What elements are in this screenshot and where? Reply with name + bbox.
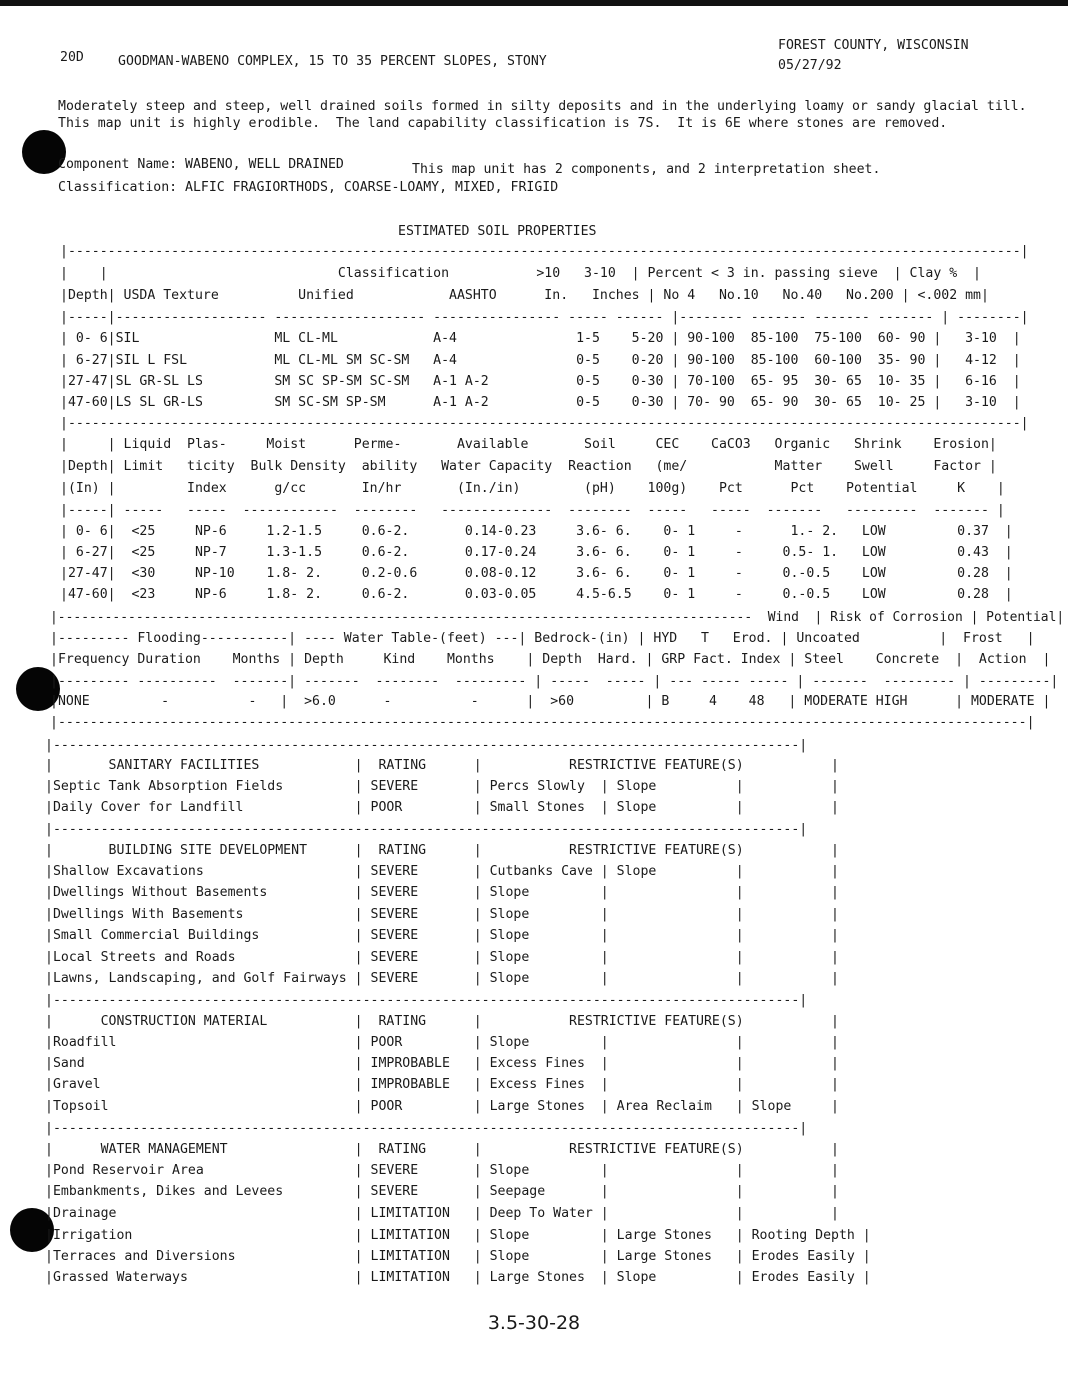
table-line: |Shallow Excavations | SEVERE | Cutbanks Cave | Slope | | <box>45 864 839 879</box>
table-line: | | Classification >10 3-10 | Percent < 3 in. passing sieve | Clay % | <box>60 266 981 281</box>
table-line: |Terraces and Diversions | LIMITATION | Slope | Large Stones | Erodes Easily | <box>45 1249 871 1264</box>
description-line-1: Moderately steep and steep, well drained soils formed in silty deposits and in the underlying loamy or sandy glacial till. <box>58 99 1027 114</box>
table-line: |Grassed Waterways | LIMITATION | Large Stones | Slope | Erodes Easily | <box>45 1270 871 1285</box>
table-line: |Irrigation | LIMITATION | Slope | Large Stones | Rooting Depth | <box>45 1228 871 1243</box>
table-line: |Drainage | LIMITATION | Deep To Water | | | <box>45 1206 839 1221</box>
table-line: | 6-27| <25 NP-7 1.3-1.5 0.6-2. 0.17-0.24 3.6- 6. 0- 1 - 0.5- 1. LOW 0.43 | <box>60 545 1013 560</box>
table-line: |--------------------------------------------------------------------------------------------------------------------------| <box>50 715 1035 730</box>
table-line: | 0- 6|SIL ML CL-ML A-4 1-5 5-20 | 90-100 85-100 75-100 60- 90 | 3-10 | <box>60 331 1021 346</box>
table-line: |Small Commercial Buildings | SEVERE | Slope | | | <box>45 928 839 943</box>
table-line: |Daily Cover for Landfill | POOR | Small Stones | Slope | | <box>45 800 839 815</box>
table-line: |-----|------------------- ------------------- ---------------- ----- ------ |-------- ------- ------- ------- | --------| <box>60 310 1029 325</box>
table-line: |----------------------------------------------------------------------------------------------| <box>45 1121 808 1136</box>
table-line: |Septic Tank Absorption Fields | SEVERE | Percs Slowly | Slope | | <box>45 779 839 794</box>
date: 05/27/92 <box>778 58 842 73</box>
table-line: | BUILDING SITE DEVELOPMENT | RATING | RESTRICTIVE FEATURE(S) | <box>45 843 839 858</box>
table-line: |Dwellings With Basements | SEVERE | Slope | | | <box>45 907 839 922</box>
table-line: |Pond Reservoir Area | SEVERE | Slope | | | <box>45 1163 839 1178</box>
table-line: |----------------------------------------------------------------------------------------- Wind | Risk of Corrosion | Potential| <box>50 610 1065 625</box>
county: FOREST COUNTY, WISCONSIN <box>778 38 969 53</box>
table-line: | CONSTRUCTION MATERIAL | RATING | RESTRICTIVE FEATURE(S) | <box>45 1014 839 1029</box>
map-symbol: 20D <box>60 50 84 65</box>
scan-top-border <box>0 0 1068 6</box>
table-line: |Embankments, Dikes and Levees | SEVERE | Seepage | | | <box>45 1184 839 1199</box>
table-line: |27-47|SL GR-SL LS SM SC SP-SM SC-SM A-1 A-2 0-5 0-30 | 70-100 65- 95 30- 65 10- 35 | 6-16 | <box>60 374 1021 389</box>
table-line: |Depth| Limit ticity Bulk Density ability Water Capacity Reaction (me/ Matter Swell Factor | <box>60 459 997 474</box>
map-unit-name: GOODMAN-WABENO COMPLEX, 15 TO 35 PERCENT SLOPES, STONY <box>118 54 547 69</box>
table-line: |Topsoil | POOR | Large Stones | Area Reclaim | Slope | <box>45 1099 839 1114</box>
table-line: |47-60|LS SL GR-LS SM SC-SM SP-SM A-1 A-2 0-5 0-30 | 70- 90 65- 90 30- 65 10- 25 | 3-10 | <box>60 395 1021 410</box>
section-title: ESTIMATED SOIL PROPERTIES <box>398 224 597 239</box>
page-number: 3.5-30-28 <box>487 1312 581 1334</box>
table-line: |Depth| USDA Texture Unified AASHTO In. Inches | No 4 No.10 No.40 No.200 | <.002 mm| <box>60 288 989 303</box>
table-line: |Sand | IMPROBABLE | Excess Fines | | | <box>45 1056 839 1071</box>
components-note: This map unit has 2 components, and 2 interpretation sheet. <box>412 162 881 177</box>
table-line: |Gravel | IMPROBABLE | Excess Fines | | | <box>45 1077 839 1092</box>
table-line: | | Liquid Plas- Moist Perme- Available Soil CEC CaCO3 Organic Shrink Erosion| <box>60 437 997 452</box>
table-line: |27-47| <30 NP-10 1.8- 2. 0.2-0.6 0.08-0.12 3.6- 6. 0- 1 - 0.-0.5 LOW 0.28 | <box>60 566 1013 581</box>
table-line: |Lawns, Landscaping, and Golf Fairways | SEVERE | Slope | | | <box>45 971 839 986</box>
table-line: |Roadfill | POOR | Slope | | | <box>45 1035 839 1050</box>
table-line: | SANITARY FACILITIES | RATING | RESTRICTIVE FEATURE(S) | <box>45 758 839 773</box>
table-line: | 0- 6| <25 NP-6 1.2-1.5 0.6-2. 0.14-0.23 3.6- 6. 0- 1 - 1.- 2. LOW 0.37 | <box>60 524 1013 539</box>
table-line: |----------------------------------------------------------------------------------------------| <box>45 822 808 837</box>
table-line: |Frequency Duration Months | Depth Kind Months | Depth Hard. | GRP Fact. Index | Steel Concrete | Action | <box>50 652 1051 667</box>
table-line: |------------------------------------------------------------------------------------------------------------------------| <box>60 244 1029 259</box>
table-line: |----------------------------------------------------------------------------------------------| <box>45 738 808 753</box>
table-line: | WATER MANAGEMENT | RATING | RESTRICTIVE FEATURE(S) | <box>45 1142 839 1157</box>
table-line: |NONE - - | >6.0 - - | >60 | B 4 48 | MODERATE HIGH | MODERATE | <box>50 694 1051 709</box>
table-line: |Dwellings Without Basements | SEVERE | Slope | | | <box>45 885 839 900</box>
table-line: |(In) | Index g/cc In/hr (In./in) (pH) 100g) Pct Pct Potential K | <box>60 481 1005 496</box>
table-line: |-----| ----- ----- ------------ -------- -------------- -------- ----- ----- ------- --------- ------- | <box>60 503 1005 518</box>
table-line: |----------------------------------------------------------------------------------------------| <box>45 993 808 1008</box>
table-line: |Local Streets and Roads | SEVERE | Slope | | | <box>45 950 839 965</box>
component-name: Component Name: WABENO, WELL DRAINED <box>58 157 344 172</box>
table-line: |--------- ---------- -------| ------- -------- --------- | ----- ----- | --- ----- ----- | ------- --------- | ---------| <box>50 674 1059 689</box>
classification: Classification: ALFIC FRAGIORTHODS, COARSE-LOAMY, MIXED, FRIGID <box>58 180 559 195</box>
table-line: |------------------------------------------------------------------------------------------------------------------------| <box>60 416 1029 431</box>
description-line-2: This map unit is highly erodible. The land capability classification is 7S. It is 6E where stones are removed. <box>58 116 948 131</box>
table-line: |--------- Flooding-----------| ---- Water Table-(feet) ---| Bedrock-(in) | HYD T Erod. | Uncoated | Frost | <box>50 631 1035 646</box>
table-line: |47-60| <23 NP-6 1.8- 2. 0.6-2. 0.03-0.05 4.5-6.5 0- 1 - 0.-0.5 LOW 0.28 | <box>60 587 1013 602</box>
table-line: | 6-27|SIL L FSL ML CL-ML SM SC-SM A-4 0-5 0-20 | 90-100 85-100 60-100 35- 90 | 4-12 | <box>60 353 1021 368</box>
